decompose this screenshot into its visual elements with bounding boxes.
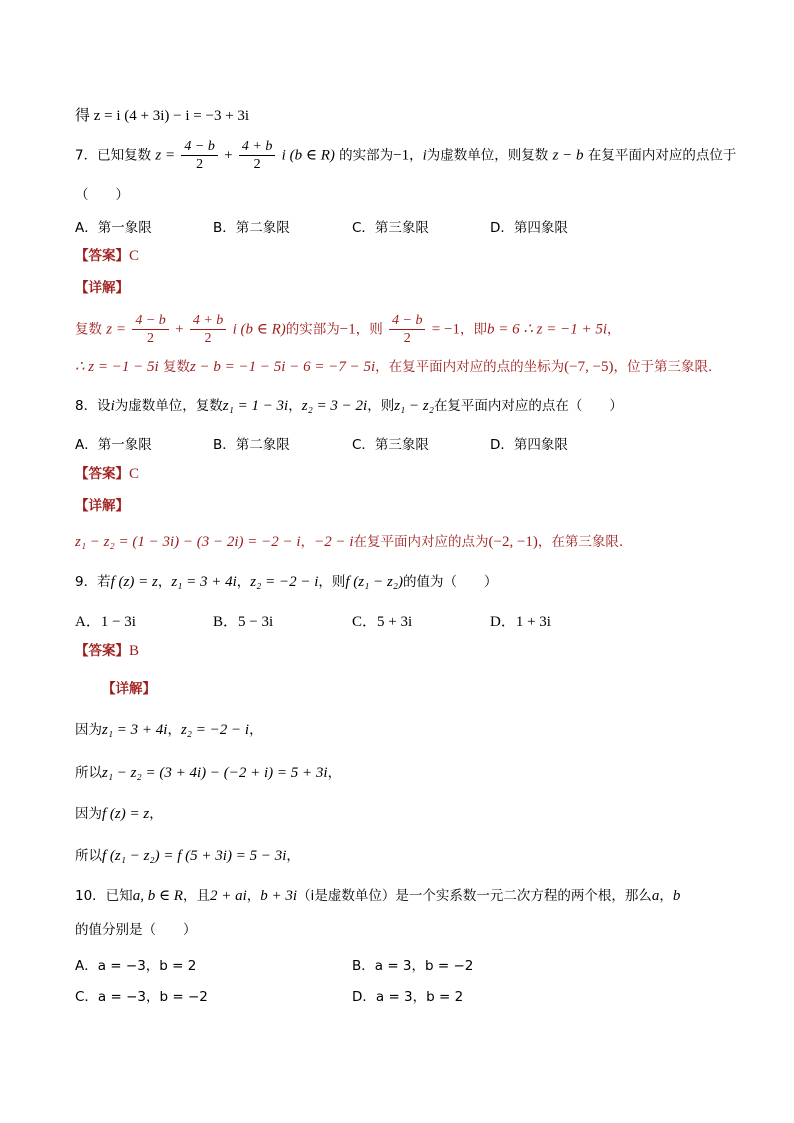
q7-expr: z − b [552, 147, 584, 164]
q7-plus: + [224, 147, 233, 164]
q9-detail-tag: 【详解】 [102, 681, 156, 697]
q9-s3-b: f (z) = z [102, 806, 150, 822]
q7-stem [75, 138, 736, 173]
q7-d2-a: ∴ z = −1 − 5i [75, 359, 159, 375]
q9-step2 [75, 763, 341, 783]
q8-p3: 为虚数单位，复数 [114, 398, 223, 414]
q7-answer-tag: 【答案】 [75, 248, 129, 264]
q7-option-a: A．第一象限 [75, 220, 152, 236]
q7-d1-plus: + [175, 321, 184, 338]
q7-d1-c: −1 [339, 321, 356, 338]
q9-p3: ， [157, 574, 172, 590]
q9-s4-a: 所以 [75, 848, 102, 864]
q10-option-c: C．a = −3，b = −2 [75, 989, 208, 1005]
q9-s3-a: 因为 [75, 806, 102, 822]
q10-stem-line2: 的值分别是（ ） [75, 922, 197, 938]
q7-detail-line1 [75, 312, 621, 347]
q9-s1-e: ， [249, 722, 263, 738]
q7-d2-e: (−7, −5) [564, 359, 614, 375]
q8-option-a: A．第一象限 [75, 437, 152, 453]
q9-s1-d: z₂ = −2 − i [180, 722, 250, 738]
q10-p3: ，且 [182, 888, 210, 904]
q7-d1-a: 复数 [75, 321, 102, 338]
q7-d1-frac2: $\frac{4 + b}{2}$ [190, 312, 226, 347]
q9-s1-c: ， [167, 722, 181, 738]
q9-option-a: A．1 − 3i [75, 614, 136, 630]
q9-s2-a: 所以 [75, 765, 102, 781]
q8-p7: ，则 [367, 398, 395, 414]
q7-option-b: B．第二象限 [213, 220, 290, 236]
q7-d1-f: ，即 [459, 321, 487, 338]
q8-option-b: B．第二象限 [213, 437, 290, 453]
q9-s2-b: z₁ − z₂ = (3 + 4i) − (−2 + i) = 5 + 3i [102, 765, 328, 781]
q7-d1-d: ，则 [355, 321, 383, 338]
q7-val1: −1 [393, 147, 410, 164]
q7-frac1: $\frac{4 - b}{2}$ [181, 138, 217, 173]
intro-line: 得 z = i (4 + 3i) − i = −3 + 3i [75, 108, 250, 124]
q7-d2-f: ，位于第三象限. [613, 359, 713, 375]
q7-d1-g: b = 6 ∴ z = −1 + 5i [486, 321, 607, 338]
q9-step4 [75, 846, 300, 866]
q7-detail-tag: 【详解】 [75, 280, 129, 296]
q10-option-b: B．a = 3，b = −2 [352, 958, 474, 974]
q8-p1: 8．设 [75, 398, 111, 414]
q7-d1-h: ， [607, 321, 621, 338]
q10-p4: 2 + ai [209, 888, 247, 904]
q7-d2-c: z − b = −1 − 5i − 6 = −7 − 5i [189, 359, 376, 375]
q9-p7: ，则 [318, 574, 346, 590]
q9-p8: f (z₁ − z₂) [345, 574, 404, 590]
q7-detail-line2 [75, 357, 712, 377]
q8-d-d: 在复平面内对应的点为 [353, 534, 489, 550]
q10-p5: ， [246, 888, 261, 904]
q8-d-c: −2 − i [314, 534, 354, 550]
q8-detail-line [75, 532, 623, 552]
q7-d1-b: 的实部为 [285, 321, 340, 338]
q10-p2: a, b ∈ R [132, 888, 183, 904]
q8-d-b: ， [300, 534, 315, 550]
q9-answer [75, 641, 139, 661]
q8-p8: z₁ − z₂ [394, 398, 434, 414]
q7-d2-b: 复数 [158, 359, 190, 375]
q7-d1-z: z = [106, 321, 127, 338]
q9-p9: 的值为（ ） [403, 574, 498, 590]
q7-answer-value: C [129, 248, 140, 264]
q9-s4-b: f (z₁ − z₂) = f (5 + 3i) = 5 − 3i [102, 848, 287, 864]
q7-d1-tail: i (b ∈ R) [232, 321, 286, 338]
q8-stem [75, 396, 623, 416]
q10-stem [75, 886, 680, 906]
q9-answer-tag: 【答案】 [75, 643, 129, 659]
q9-s2-c: ， [327, 765, 342, 781]
q7-d1-e: = −1 [431, 321, 460, 338]
q10-p10: b [672, 888, 681, 904]
q7-d1-frac1: $\frac{4 - b}{2}$ [132, 312, 168, 347]
q10-option-d: D．a = 3，b = 2 [352, 989, 464, 1005]
q7-text1: 的实部为 [339, 147, 394, 164]
q8-p9: 在复平面内对应的点在（ ） [433, 398, 623, 414]
q7-d2-d: ，在复平面内对应的点的坐标为 [375, 359, 565, 375]
q9-option-c: C．5 + 3i [352, 614, 413, 630]
q8-p5: ， [288, 398, 302, 414]
q7-text3: 为虚数单位，则复数 [426, 147, 549, 164]
q7-option-d: D．第四象限 [490, 220, 568, 236]
q10-p6: b + 3i [260, 888, 298, 904]
q8-answer-value: C [129, 466, 140, 482]
q7-d1-frac3: $\frac{4 - b}{2}$ [389, 312, 425, 347]
q7-paren: （ ） [75, 187, 129, 203]
q9-stem [75, 572, 498, 592]
q9-p5: ， [236, 574, 251, 590]
q9-p6: z₂ = −2 − i [250, 574, 319, 590]
q8-option-c: C．第三象限 [352, 437, 429, 453]
q7-text4: 在复平面内对应的点位于 [587, 147, 737, 164]
q10-option-a: A．a = −3，b = 2 [75, 958, 197, 974]
q9-s1-b: z₁ = 3 + 4i [102, 722, 168, 738]
q7-frac2: $\frac{4 + b}{2}$ [239, 138, 275, 173]
q7-prefix: 7．已知复数 [75, 147, 152, 164]
q9-step1 [75, 720, 263, 740]
q7-z-lhs: z = [155, 147, 176, 164]
q10-p1: 10．已知 [75, 888, 133, 904]
q7-text2: ， [409, 147, 423, 164]
q10-p7: （i是虚数单位）是一个实系数一元二次方程的两个根，那么 [297, 888, 652, 904]
q7-i-sym: i [422, 147, 427, 164]
q8-answer [75, 464, 139, 484]
q8-option-d: D．第四象限 [490, 437, 568, 453]
q8-d-f: ，在第三象限. [537, 534, 624, 550]
q9-s3-c: ， [149, 806, 163, 822]
q9-option-d: D．1 + 3i [490, 614, 551, 630]
q9-p4: z₁ = 3 + 4i [171, 574, 237, 590]
q9-p2: f (z) = z [110, 574, 158, 590]
q10-p9: ， [659, 888, 673, 904]
q8-answer-tag: 【答案】 [75, 466, 129, 482]
q7-tail-math: i (b ∈ R) [281, 147, 335, 164]
q7-option-c: C．第三象限 [352, 220, 429, 236]
q8-detail-tag: 【详解】 [75, 498, 129, 514]
q9-answer-value: B [129, 643, 140, 659]
q8-d-a: z₁ − z₂ = (1 − 3i) − (3 − 2i) = −2 − i [75, 534, 301, 550]
q8-d-e: (−2, −1) [488, 534, 538, 550]
q9-option-b: B．5 − 3i [213, 614, 274, 630]
q8-p4: z₁ = 1 − 3i [222, 398, 289, 414]
q9-p1: 9．若 [75, 574, 111, 590]
q8-p6: z₂ = 3 − 2i [301, 398, 368, 414]
q9-step3 [75, 804, 163, 824]
q9-s1-a: 因为 [75, 722, 102, 738]
q9-s4-c: ， [286, 848, 300, 864]
q8-p2: i [110, 398, 115, 414]
q7-answer [75, 246, 139, 266]
q10-p8: a [651, 888, 660, 904]
